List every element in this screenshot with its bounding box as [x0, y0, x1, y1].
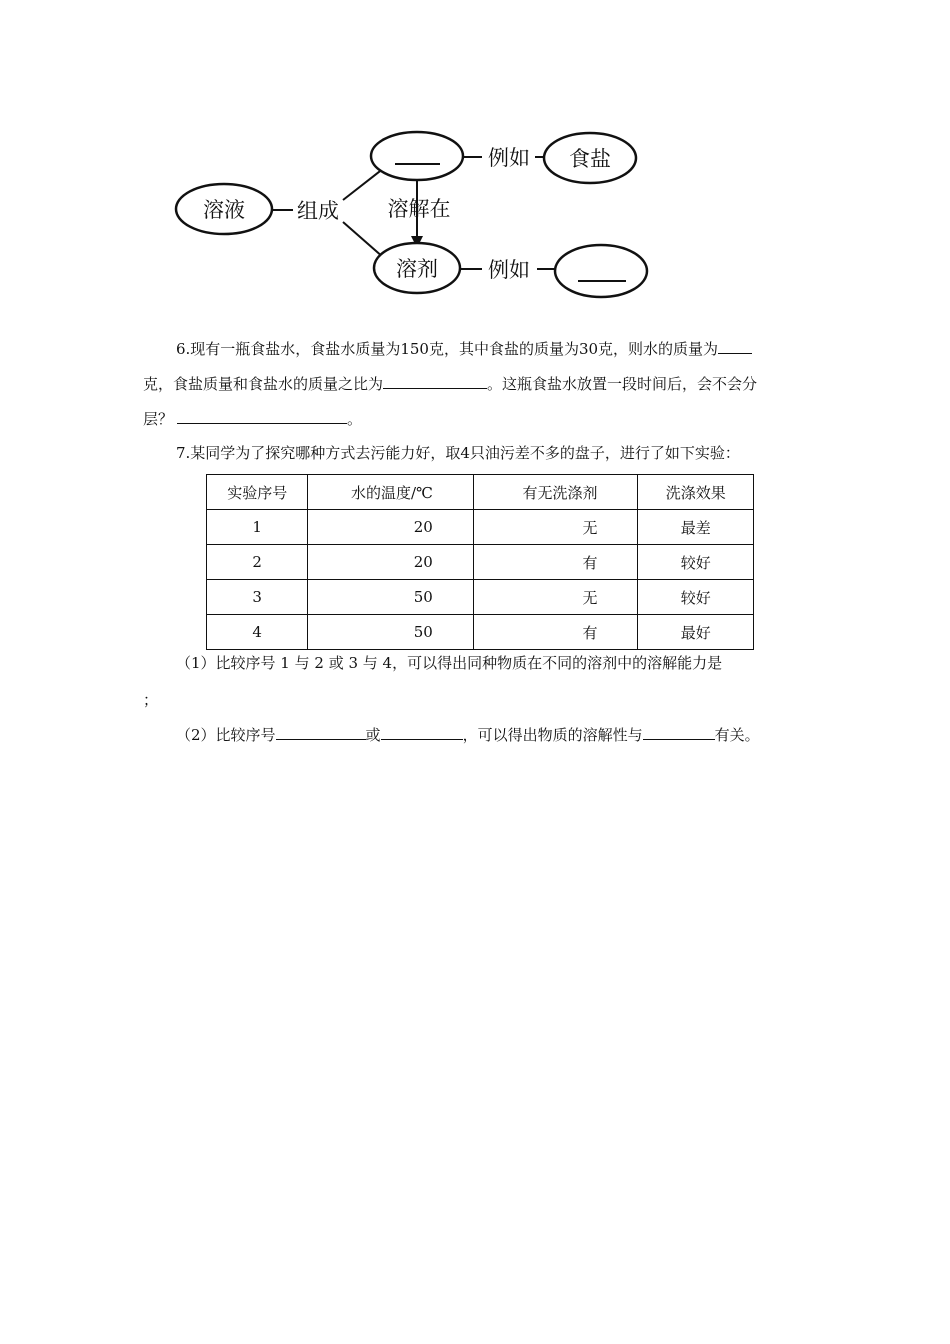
node-solute-blank — [371, 132, 463, 180]
table-cell: 1 — [207, 510, 308, 545]
table-cell: 最差 — [638, 510, 754, 545]
q6-text-3b: 。 — [347, 410, 363, 428]
header-cell: 洗涤效果 — [638, 475, 754, 510]
q7-intro-text: 7.某同学为了探究哪种方式去污能力好，取4只油污差不多的盘子，进行了如下实验： — [176, 444, 740, 462]
table-row — [207, 615, 754, 650]
table-cell: 较好 — [638, 545, 754, 580]
q7-sub2-text-b: 或 — [365, 726, 381, 744]
q6-text-1: 6.现有一瓶食盐水，食盐水质量为150克，其中食盐的质量为30克，则水的质量为 — [176, 340, 719, 358]
table-cell: 3 — [207, 580, 308, 615]
connector-composed-solute — [343, 168, 384, 200]
q6-text-2b: 。这瓶食盐水放置一段时间后，会不会分 — [487, 375, 758, 393]
q7-sub2-blank-3[interactable] — [643, 724, 715, 740]
q7-sub1-line — [176, 653, 846, 673]
q7-sub2-text-d: 有关。 — [714, 726, 760, 744]
q7-sub2-text-a: （2）比较序号 — [176, 726, 276, 744]
table-cell: 有 — [473, 545, 638, 580]
table-cell: 50 — [308, 615, 473, 650]
q7-sub2-text-c: ，可以得出物质的溶解性与 — [462, 726, 643, 744]
header-cell: 水的温度/℃ — [308, 475, 473, 510]
q7-sub1-end: ； — [143, 691, 159, 709]
node-solvent-label: 溶剂 — [396, 257, 438, 281]
header-cell: 实验序号 — [207, 475, 308, 510]
table-header-row — [207, 475, 754, 510]
q7-sub2-blank-1[interactable] — [276, 724, 366, 740]
header-cell: 有无洗涤剂 — [473, 475, 638, 510]
table-cell: 无 — [473, 510, 638, 545]
q7-intro — [176, 443, 846, 463]
q6-line-3 — [143, 408, 813, 429]
table-row — [207, 580, 754, 615]
q6-ratio-blank[interactable] — [383, 373, 487, 389]
table-cell: 4 — [207, 615, 308, 650]
table-row — [207, 510, 754, 545]
table-cell: 有 — [473, 615, 638, 650]
table-cell: 50 — [308, 580, 473, 615]
solution-concept-diagram — [0, 0, 950, 320]
node-salt-label: 食盐 — [569, 147, 611, 171]
label-example-1: 例如 — [488, 146, 530, 170]
q7-sub1-end-line — [143, 690, 813, 710]
q7-sub2-line — [176, 724, 846, 745]
label-dissolve-in: 溶解在 — [387, 197, 451, 221]
q7-sub2-blank-2[interactable] — [381, 724, 463, 740]
q6-line-2 — [143, 373, 813, 394]
node-solution-label: 溶液 — [203, 198, 245, 222]
q7-sub1-text: （1）比较序号 1 与 2 或 3 与 4，可以得出同种物质在不同的溶剂中的溶解能力是 — [176, 654, 723, 672]
q6-text-3a: 层？ — [143, 410, 174, 428]
label-example-2: 例如 — [488, 258, 530, 282]
q6-water-mass-blank[interactable] — [718, 338, 752, 354]
q6-layering-blank[interactable] — [177, 408, 347, 424]
table-row — [207, 545, 754, 580]
q6-line-1 — [176, 338, 846, 359]
table-cell: 无 — [473, 580, 638, 615]
table-cell: 2 — [207, 545, 308, 580]
node-solvent-example-blank — [555, 245, 647, 297]
table-cell: 较好 — [638, 580, 754, 615]
table-cell: 20 — [308, 545, 473, 580]
table-cell: 最好 — [638, 615, 754, 650]
q6-text-2a: 克，食盐质量和食盐水的质量之比为 — [143, 375, 384, 393]
table-cell: 20 — [308, 510, 473, 545]
label-composed-of: 组成 — [297, 199, 339, 223]
connector-composed-solvent — [343, 222, 384, 258]
experiment-table — [206, 474, 754, 650]
